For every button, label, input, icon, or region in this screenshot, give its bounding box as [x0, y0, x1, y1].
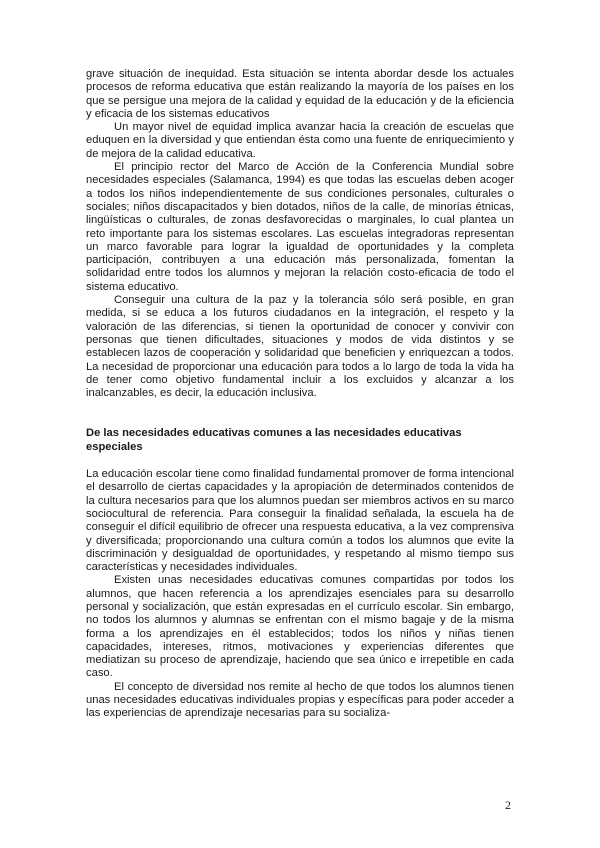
- section-heading: De las necesidades educativas comunes a las necesidades educativas especiales: [86, 427, 462, 453]
- spacer: [86, 454, 514, 468]
- paragraph-equidad: Un mayor nivel de equidad implica avanzar hacia la creación de escuelas que eduquen en la diversidad y que entiendan ésta como una fuente de enriquecimiento y de mejora de la calidad educativa.: [86, 121, 514, 160]
- page-number: 2: [505, 798, 511, 812]
- paragraph-salamanca: El principio rector del Marco de Acción de la Conferencia Mundial sobre necesidades especiales (Salamanca, 1994) es que todas las escuelas deben acoger a todos los niños independientemente de sus condiciones personales, culturales o sociales; niños discapacitados y bien dotados, niños de la calle, de minorías étnicas, lingüísticas o culturales, de zonas desfavorecidas o marginales, lo cual plantea un reto importante para los sistemas escolares. Las escuelas integradoras representan un marco favorable para lograr la igualdad de oportunidades y la completa participación, contribuyen a una educación más personalizada, fomentan la solidaridad entre todos los alumnos y mejoran la relación costo-eficacia de todo el sistema educativo.: [86, 161, 514, 293]
- paragraph-educacion-escolar: La educación escolar tiene como finalidad fundamental promover de forma intencional el desarrollo de ciertas capacidades y la apropiación de determinados contenidos de la cultura necesarios para que los alumnos puedan ser miembros activos en su marco sociocultural de referencia. Para conseguir la finalidad señalada, la escuela ha de conseguir el difícil equilibrio de ofrecer una respuesta educativa, a la vez comprensiva y diversificada; proporcionando una cultura común a todos los alumnos que evite la discriminación y desigualdad de oportunidades, y respetando al mismo tiempo sus características y necesidades individuales.: [86, 468, 514, 574]
- spacer: [86, 400, 514, 427]
- paragraph-continuation: grave situación de inequidad. Esta situación se intenta abordar desde los actuales procesos de reforma educativa que están realizando la mayoría de los países en los que se persigue una mejora de la calidad y equidad de la educación y de la eficiencia y eficacia de los sistemas educativos: [86, 68, 514, 120]
- text-column: [86, 68, 514, 721]
- paragraph-diversidad: El concepto de diversidad nos remite al hecho de que todos los alumnos tienen unas necesidades educativas individuales propias y específicas para poder acceder a las experiencias de aprendizaje necesarias para su socializa-: [86, 680, 514, 720]
- paragraph-necesidades-comunes: Existen unas necesidades educativas comunes compartidas por todos los alumnos, que hacen referencia a los aprendizajes esenciales para su desarrollo personal y socialización, que están expresadas en el currículo escolar. Sin embargo, no todos los alumnos y alumnas se enfrentan con el mismo bagaje y de la misma forma a los aprendizajes en él establecidos; todos los niños y niñas tienen capacidades, intereses, ritmos, motivaciones y experiencias diferentes que mediatizan su proceso de aprendizaje, haciendo que sea único e irrepetible en cada caso.: [86, 574, 514, 680]
- paragraph-cultura-paz: Conseguir una cultura de la paz y la tolerancia sólo será posible, en gran medida, si se educa a los futuros ciudadanos en la integración, el respeto y la valoración de las diferencias, si tienen la oportunidad de conocer y convivir con personas que tienen dificultades, situaciones y modos de vida distintos y se establecen lazos de cooperación y solidaridad que beneficien y enriquezcan a todos. La necesidad de proporcionar una educación para todos a lo largo de toda la vida ha de tener como objetivo fundamental incluir a los excluidos y alcanzar a los inalcanzables, es decir, la educación inclusiva.: [86, 294, 514, 400]
